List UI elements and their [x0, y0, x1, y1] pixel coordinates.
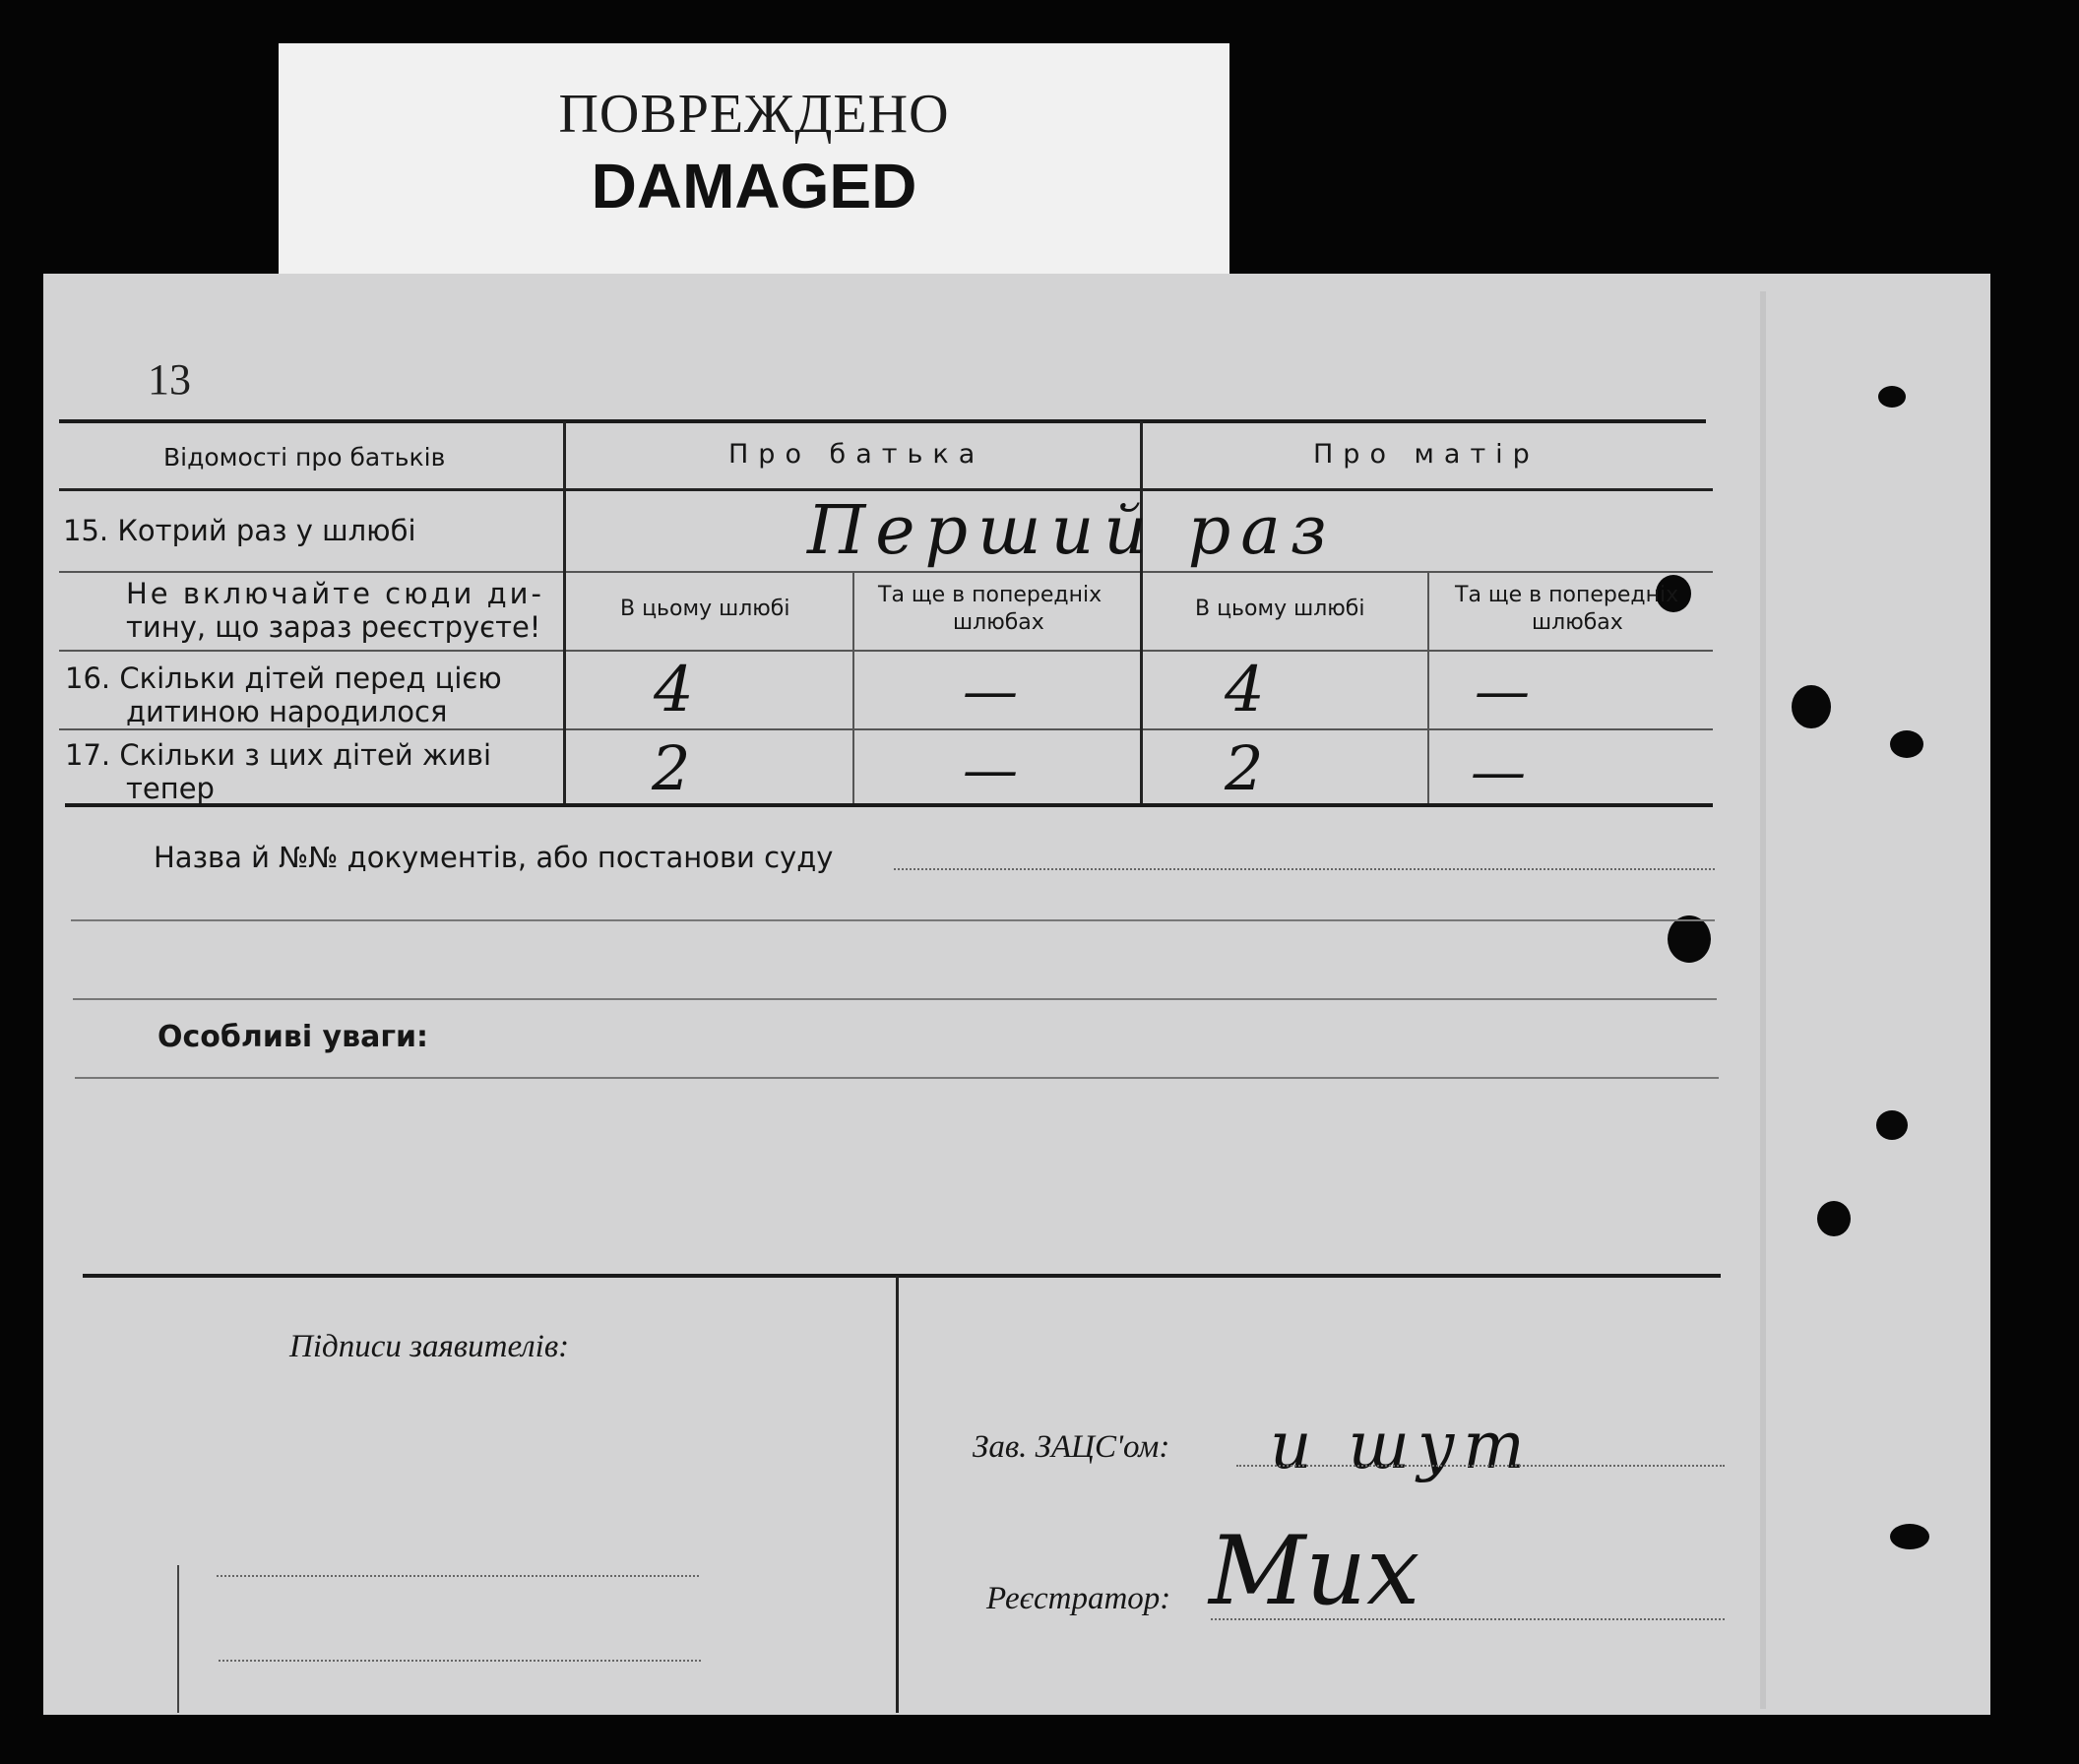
subheader-prev-marriages-mother-line1: Та ще в попередніх — [1455, 583, 1679, 607]
row16-label-line2: дитиною народилося — [126, 695, 448, 728]
remarks-rule — [75, 1077, 1719, 1079]
table-column-divider — [563, 421, 566, 803]
table-column-divider — [1140, 421, 1143, 803]
binding-hole-icon — [1878, 386, 1906, 408]
subheader-this-marriage-mother: В цьому шлюбі — [1195, 597, 1365, 621]
row16-value-mother-prev: — — [1475, 660, 1530, 724]
table-row-rule — [59, 650, 1713, 652]
registrar-dotted-line — [1211, 1618, 1725, 1620]
header-mother: Про матір — [1313, 439, 1540, 470]
table-row-rule — [59, 728, 1713, 730]
row17-value-mother-prev: — — [1471, 740, 1526, 804]
row15-handwritten-value: Перший раз — [807, 492, 1337, 570]
subheader-prev-marriages-mother-line2: шлюбах — [1532, 610, 1623, 635]
subheader-prev-marriages-father-line2: шлюбах — [953, 610, 1044, 635]
row15-label: 15. Котрий раз у шлюбі — [63, 514, 416, 547]
signature-section-rule — [83, 1274, 1721, 1278]
signature-section-divider — [896, 1276, 899, 1713]
row17-label-line2: тепер — [126, 772, 215, 805]
header-father: Про батька — [728, 439, 985, 470]
row17-value-father-prev: — — [963, 738, 1018, 802]
binding-hole-icon — [1890, 730, 1923, 758]
row17-value-father-this: 2 — [652, 732, 691, 804]
table-top-rule — [59, 419, 1706, 423]
sheet-fold-edge — [1760, 291, 1766, 1709]
stamp-text-ru: ПОВРЕЖДЕНО — [558, 84, 950, 145]
note-exclude-child-line1: Не включайте сюди ди- — [126, 577, 544, 610]
binding-hole-icon — [1890, 1524, 1929, 1549]
row17-value-mother-this: 2 — [1225, 732, 1264, 804]
table-subcolumn-divider — [852, 573, 854, 803]
page-number-fragment: 13 — [148, 355, 191, 404]
signature-dotted-line — [219, 1660, 701, 1662]
note-exclude-child-line2: тину, що зараз реєструєте! — [126, 610, 541, 644]
remarks-label: Особливі уваги: — [158, 1020, 429, 1054]
header-parents-info: Відомості про батьків — [163, 443, 446, 472]
binding-hole-icon — [1792, 685, 1831, 728]
signature-margin-mark — [177, 1565, 179, 1713]
signature-dotted-line — [217, 1575, 699, 1577]
head-label: Зав. ЗАЦС'ом: — [973, 1429, 1170, 1465]
head-handwritten-value: и шут — [1270, 1408, 1533, 1483]
table-header-rule — [59, 488, 1713, 491]
stamp-text-en: DAMAGED — [591, 151, 917, 221]
subheader-prev-marriages-father-line1: Та ще в попередніх — [878, 583, 1102, 607]
binding-hole-icon — [1668, 915, 1711, 963]
registrar-label: Реєстратор: — [986, 1581, 1171, 1616]
documents-rule — [71, 919, 1715, 921]
table-bottom-rule — [65, 803, 1713, 807]
binding-hole-icon — [1876, 1110, 1908, 1140]
signatures-label: Підписи заявителів: — [289, 1329, 570, 1364]
table-subcolumn-divider — [1427, 573, 1429, 803]
documents-rule — [73, 998, 1717, 1000]
table-row-rule — [59, 571, 1713, 573]
subheader-this-marriage-father: В цьому шлюбі — [620, 597, 790, 621]
registrar-signature: Мих — [1209, 1516, 1420, 1626]
documents-dotted-line — [894, 868, 1715, 870]
binding-hole-icon — [1817, 1201, 1851, 1236]
head-dotted-line — [1236, 1465, 1725, 1467]
documents-label: Назва й №№ документів, або постанови суду — [154, 841, 834, 874]
row16-value-father-this: 4 — [654, 654, 694, 726]
row16-value-father-prev: — — [963, 660, 1018, 724]
damaged-stamp-card — [279, 43, 1229, 285]
row17-label-line1: 17. Скільки з цих дітей живі — [65, 738, 492, 772]
row16-label-line1: 16. Скільки дітей перед цією — [65, 662, 502, 695]
row16-value-mother-this: 4 — [1225, 654, 1265, 726]
